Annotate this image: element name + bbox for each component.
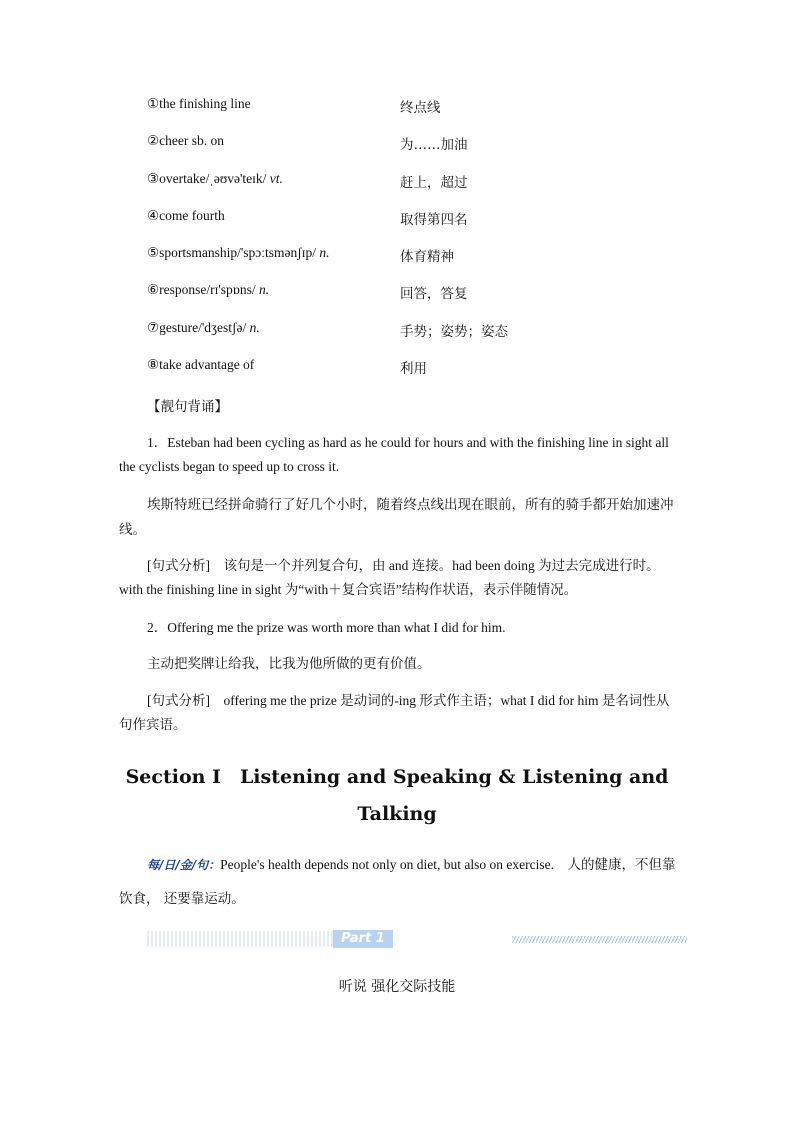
vocab-term: ③overtake/ˌəʊvə'teɪk/ (147, 170, 270, 186)
vocab-meaning: 取得第四名 (400, 211, 468, 228)
vocabulary-list (147, 96, 607, 394)
vocab-pos: n. (258, 282, 270, 298)
part-banner-right-stripes (512, 936, 687, 943)
vocab-term: ⑧take advantage of (147, 357, 255, 373)
vocab-pos: n. (249, 319, 260, 335)
sentence-1-analysis: [句式分析] 该句是一个并列复合句，由 and 连接。had been doing 为过去完成进行时。with the finishing line in sight 为“with＋复合宾语”结构作状语，表示伴随情况。 (119, 558, 660, 597)
part-subtitle: 听说 强化交际技能 (338, 979, 456, 995)
vocab-item (147, 282, 607, 319)
vocab-meaning: 赶上，超过 (400, 174, 468, 191)
vocab-meaning: 为……加油 (400, 137, 468, 154)
daily-quote-chinese: 人的健康，不但靠饮食， 还要靠运动。 (119, 857, 676, 907)
vocab-pos: n. (319, 245, 330, 261)
vocab-term: ①the finishing line (147, 96, 251, 111)
vocab-item (147, 357, 607, 394)
vocab-meaning: 终点线 (400, 100, 441, 116)
vocab-item (147, 133, 607, 170)
sentences-heading: 【靓句背诵】 (147, 399, 228, 415)
section-title-continued: Talking (357, 803, 437, 825)
daily-quote-tag: 每/日/金/句： (147, 858, 221, 872)
vocab-pos: vt. (269, 170, 283, 186)
vocab-item (147, 208, 607, 245)
daily-quote-english: People's health depends not only on diet, but also on exercise. (220, 857, 555, 872)
sentence-2-translation: 主动把奖牌让给我，比我为他所做的更有价值。 (147, 656, 431, 672)
section-title: Section Ⅰ Listening and Speaking & Listening and (125, 766, 669, 788)
sentence-1-translation: 埃斯特班已经拼命骑行了好几个小时，随着终点线出现在眼前，所有的骑手都开始加速冲线。 (119, 497, 674, 538)
part-label: Part 1 (333, 930, 393, 948)
sentence-2-english: 2．Offering me the prize was worth more than what I did for him. (147, 620, 506, 635)
vocab-term: ⑥response/rɪ'spɒns/ (147, 282, 259, 298)
vocab-term: ⑦gesture/'dʒestʃə/ (147, 319, 250, 335)
vocab-item (147, 320, 607, 357)
sentence-1-english: 1．Esteban had been cycling as hard as he could for hours and with the finishing line in sight all the cyclists began to speed up to cross it. (119, 435, 669, 474)
vocab-meaning: 手势；姿势；姿态 (400, 323, 508, 340)
vocab-meaning: 体育精神 (400, 249, 454, 266)
vocab-item (147, 245, 607, 282)
vocab-term: ④come fourth (147, 207, 225, 223)
vocab-term: ⑤sportsmanship/'spɔːtsmənʃɪp/ (147, 245, 320, 261)
vocab-item (147, 96, 607, 133)
vocab-meaning: 利用 (400, 361, 427, 378)
vocab-term: ②cheer sb. on (147, 133, 224, 149)
sentence-2-analysis: [句式分析] offering me the prize 是动词的-ing 形式作主语；what I did for him 是名词性从句作宾语。 (119, 693, 670, 732)
daily-quote (119, 848, 679, 916)
part-banner-left-stripes (147, 931, 333, 947)
vocab-item (147, 171, 607, 208)
vocab-meaning: 回答，答复 (400, 286, 468, 303)
